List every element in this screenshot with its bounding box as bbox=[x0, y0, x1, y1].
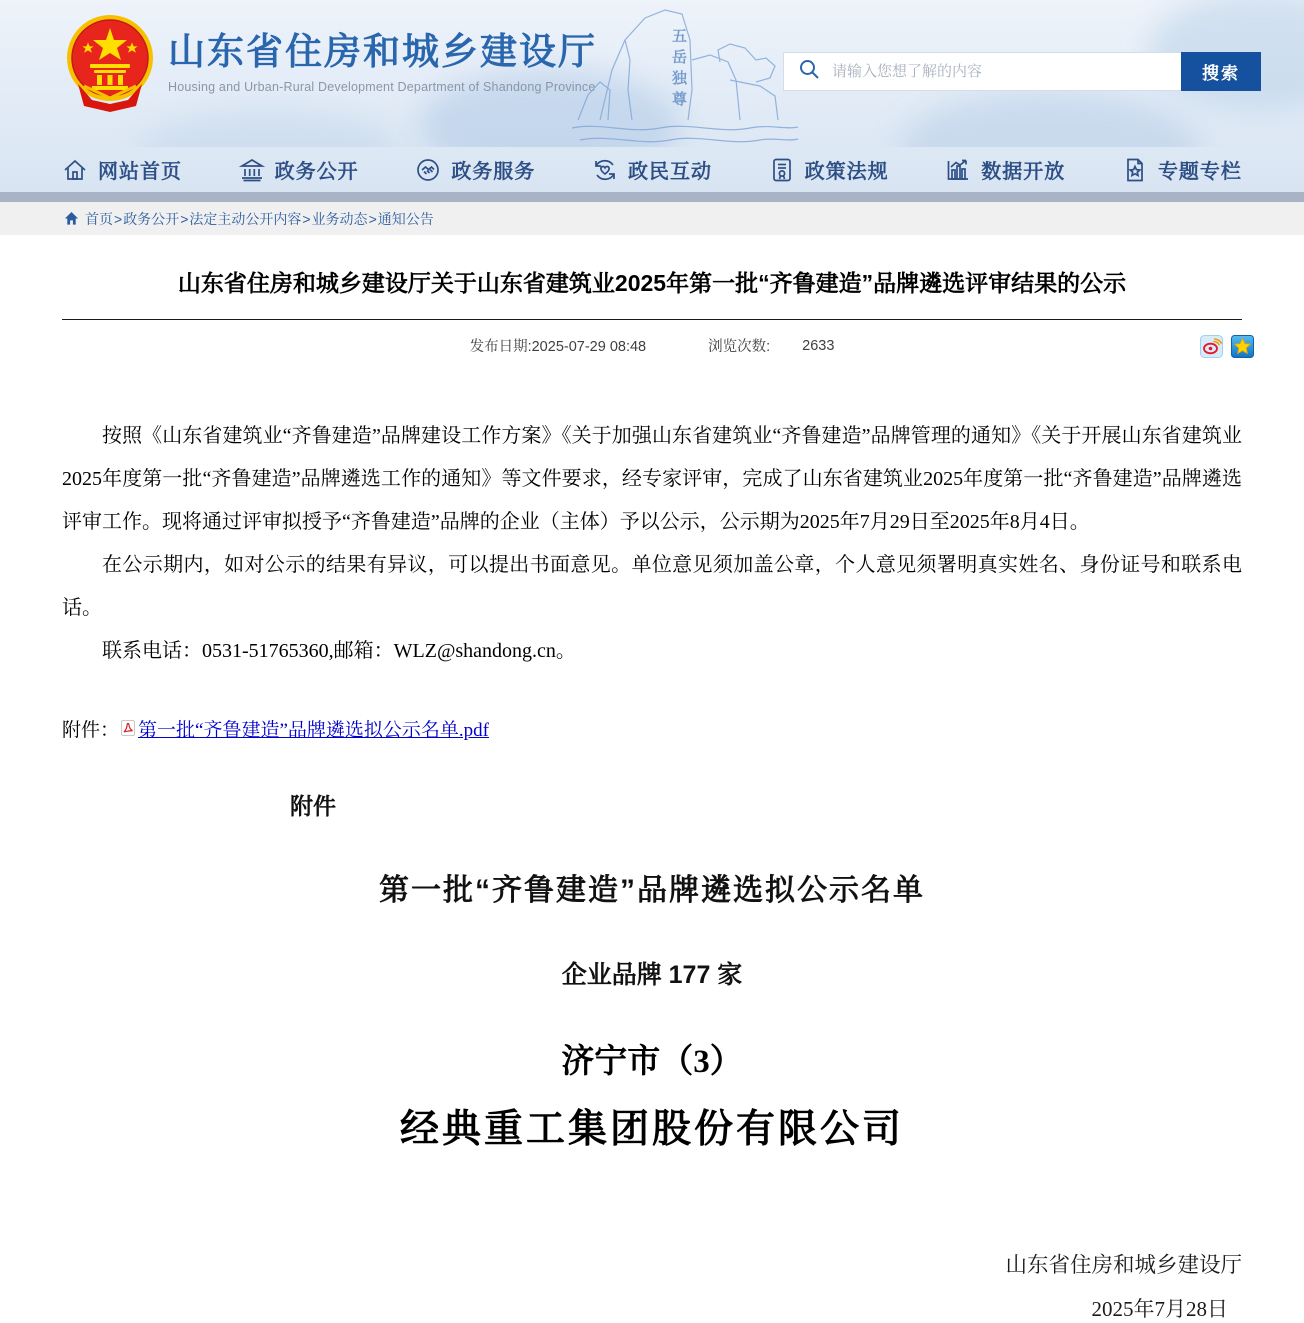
data-chart-icon bbox=[945, 157, 971, 183]
nav-item-gov-service[interactable] bbox=[415, 155, 535, 184]
nav-item-special-topics[interactable] bbox=[1122, 155, 1242, 184]
qzone-share-icon[interactable] bbox=[1231, 335, 1254, 358]
interaction-icon bbox=[592, 157, 618, 183]
preview-city-line: 济宁市（3） bbox=[561, 1043, 743, 1080]
search-box bbox=[783, 52, 1261, 91]
share-buttons bbox=[1200, 335, 1254, 358]
nav-label: 专题专栏 bbox=[1157, 161, 1242, 183]
nav-label: 数据开放 bbox=[981, 161, 1066, 183]
pdf-file-icon bbox=[121, 720, 135, 736]
paragraph-contact: 联系电话：0531-51765360,邮箱：WLZ@shandong.cn。 bbox=[102, 639, 576, 662]
search-input[interactable] bbox=[832, 53, 1181, 90]
preview-title: 第一批“齐鲁建造”品牌遴选拟公示名单 bbox=[379, 873, 925, 907]
attachment-pdf-link[interactable]: 第一批“齐鲁建造”品牌遴选拟公示名单.pdf bbox=[138, 719, 489, 741]
site-subtitle: Housing and Urban-Rural Development Department of Shandong Province bbox=[168, 80, 596, 95]
breadcrumb-item-gov-info[interactable]: 政务公开 bbox=[123, 210, 180, 227]
main-nav bbox=[0, 147, 1304, 192]
publish-date: 发布日期:2025-07-29 08:48 bbox=[469, 339, 647, 356]
attachment-row bbox=[62, 715, 1242, 742]
nav-item-open-data[interactable] bbox=[945, 155, 1065, 184]
nav-item-interaction[interactable] bbox=[592, 155, 712, 184]
preview-company-line: 经典重工集团股份有限公司 bbox=[399, 1107, 904, 1151]
article-title: 山东省住房和城乡建设厅关于山东省建筑业2025年第一批“齐鲁建造”品牌遴选评审结果的公示 bbox=[177, 270, 1127, 296]
breadcrumb-home-icon bbox=[64, 211, 79, 226]
views-count: 2633 bbox=[802, 337, 835, 354]
divider-strip bbox=[0, 192, 1304, 202]
signature-date: 2025年7月28日 bbox=[1091, 1296, 1228, 1321]
signature-org: 山东省住房和城乡建设厅 bbox=[1005, 1252, 1242, 1277]
breadcrumb-separator: > bbox=[180, 210, 189, 227]
breadcrumb-item-statutory[interactable]: 法定主动公开内容 bbox=[189, 210, 302, 227]
paragraph: 按照《山东省建筑业“齐鲁建造”品牌建设工作方案》《关于加强山东省建筑业“齐鲁建造”品牌管理的通知》《关于开展山东省建筑业2025年度第一批“齐鲁建造”品牌遴选工作的通知》等文件要求，经专家评审，完成了山东省建筑业2025年度第一批“齐鲁建造”品牌遴选评审工作。现将通过评审拟授予“齐鲁建造”品牌的企业（主体）予以公示，公示期为2025年7月29日至2025年8月4日。 bbox=[62, 424, 1242, 533]
search-icon bbox=[798, 58, 820, 85]
nav-item-gov-info[interactable] bbox=[239, 155, 359, 184]
breadcrumb-separator: > bbox=[302, 210, 311, 227]
breadcrumb-separator: > bbox=[368, 210, 377, 227]
bank-icon bbox=[239, 157, 265, 183]
article-meta bbox=[62, 320, 1242, 372]
header-decoration bbox=[900, 90, 1200, 147]
breadcrumb bbox=[0, 202, 1304, 235]
nav-label: 政策法规 bbox=[804, 161, 889, 183]
header-decoration bbox=[140, 110, 400, 147]
views-label: 浏览次数: bbox=[708, 339, 771, 356]
site-title: 山东省住房和城乡建设厅 bbox=[168, 31, 597, 72]
nav-label: 政务服务 bbox=[451, 161, 536, 183]
mountain-inscription: 五岳独尊 bbox=[670, 28, 686, 112]
star-doc-icon bbox=[1122, 157, 1148, 183]
breadcrumb-item-notices[interactable]: 通知公告 bbox=[377, 210, 434, 227]
breadcrumb-item-business[interactable]: 业务动态 bbox=[311, 210, 368, 227]
site-header bbox=[0, 0, 1304, 147]
nav-label: 政务公开 bbox=[274, 161, 359, 183]
search-button[interactable]: 搜索 bbox=[1181, 52, 1261, 91]
home-icon bbox=[62, 157, 88, 183]
breadcrumb-separator: > bbox=[114, 210, 123, 227]
site-brand bbox=[168, 30, 597, 94]
breadcrumb-item-home[interactable]: 首页 bbox=[85, 210, 113, 227]
national-emblem-logo bbox=[64, 12, 156, 112]
handshake-icon bbox=[415, 157, 441, 183]
nav-item-home[interactable] bbox=[62, 155, 182, 184]
attachment-label: 附件： bbox=[62, 719, 120, 741]
nav-item-policy[interactable] bbox=[769, 155, 889, 184]
signature-block bbox=[62, 1248, 1242, 1323]
article-content bbox=[0, 269, 1304, 1323]
paragraph: 在公示期内，如对公示的结果有异议，可以提出书面意见。单位意见须加盖公章，个人意见须署明真实姓名、身份证号和联系电话。 bbox=[62, 553, 1242, 619]
nav-label: 网站首页 bbox=[98, 161, 182, 183]
preview-heading: 附件 bbox=[290, 792, 336, 819]
preview-subtitle: 企业品牌 177 家 bbox=[561, 960, 743, 989]
policy-doc-icon bbox=[769, 157, 795, 183]
attachment-preview bbox=[62, 788, 1242, 1323]
nav-label: 政民互动 bbox=[627, 161, 712, 183]
article-body bbox=[62, 415, 1242, 673]
weibo-share-icon[interactable] bbox=[1200, 335, 1223, 358]
